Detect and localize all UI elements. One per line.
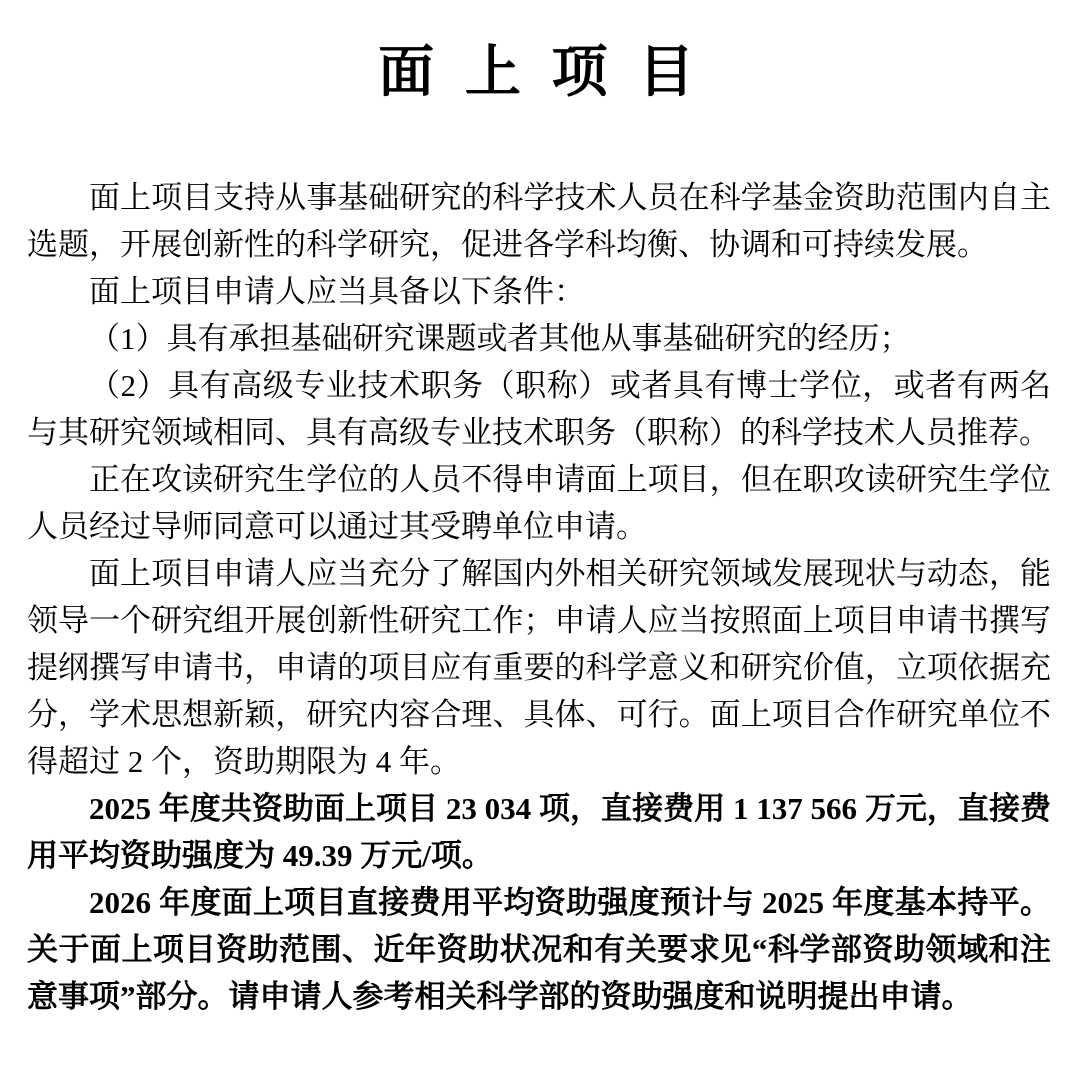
paragraph-intro: 面上项目支持从事基础研究的科学技术人员在科学基金资助范围内自主选题，开展创新性的科学研究，促进各学科均衡、协调和可持续发展。 — [27, 179, 1051, 262]
document-page — [0, 39, 1080, 1085]
paragraph-condition-2: （2）具有高级专业技术职务（职称）或者具有博士学位，或者有两名与其研究领域相同、具有高级专业技术职务（职称）的科学技术人员推荐。 — [27, 367, 1051, 450]
paragraph-2026-funding-outlook: 2026 年度面上项目直接费用平均资助强度预计与 2025 年度基本持平。关于面上项目资助范围、近年资助状况和有关要求见“科学部资助领域和注意事项”部分。请申请人参考相关科学部的资助强度和说明提出申请。 — [27, 884, 1051, 1014]
paragraph-application-requirements: 面上项目申请人应当充分了解国内外相关研究领域发展现状与动态，能领导一个研究组开展创新性研究工作；申请人应当按照面上项目申请书撰写提纲撰写申请书，申请的项目应有重要的科学意义和研究价值，立项依据充分，学术思想新颖，研究内容合理、具体、可行。面上项目合作研究单位不得超过 2 个，资助期限为 4 年。 — [27, 555, 1051, 779]
page-title: 面 上 项 目 — [378, 39, 700, 105]
paragraph-condition-1: （1）具有承担基础研究课题或者其他从事基础研究的经历； — [89, 320, 911, 356]
paragraph-conditions-lead: 面上项目申请人应当具备以下条件： — [89, 273, 585, 309]
paragraph-2025-funding-stats: 2025 年度共资助面上项目 23 034 项，直接费用 1 137 566 万元，直接费用平均资助强度为 49.39 万元/项。 — [27, 790, 1051, 873]
paragraph-graduate-students: 正在攻读研究生学位的人员不得申请面上项目，但在职攻读研究生学位人员经过导师同意可以通过其受聘单位申请。 — [27, 461, 1051, 544]
document-body — [27, 174, 1051, 1020]
